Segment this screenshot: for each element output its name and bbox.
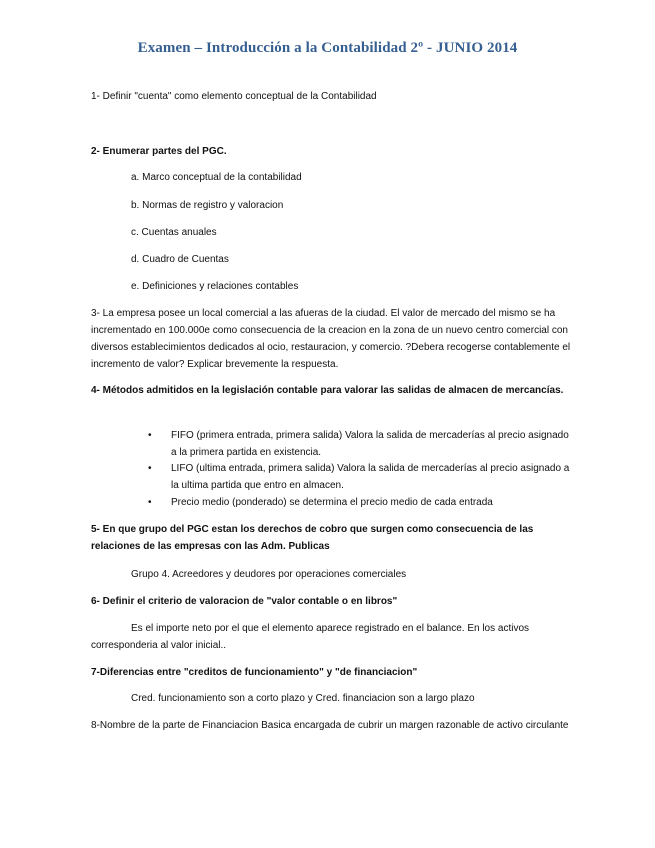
question-2-item: d. Cuadro de Cuentas — [131, 254, 229, 265]
question-4-bullet: Precio medio (ponderado) se determina el precio medio de cada entrada — [171, 497, 493, 508]
question-1: 1- Definir "cuenta" como elemento conceptual de la Contabilidad — [91, 91, 377, 102]
question-5-answer: Grupo 4. Acreedores y deudores por operaciones comerciales — [131, 569, 407, 580]
question-2-item: c. Cuentas anuales — [131, 227, 217, 238]
bullet-icon: • — [148, 497, 152, 508]
bullet-icon: • — [148, 430, 152, 441]
question-2-item: b. Normas de registro y valoracion — [131, 200, 284, 211]
question-4-title: 4- Métodos admitidos en la legislación contable para valorar las salidas de almacen de mercancías. — [91, 385, 564, 396]
question-3: 3- La empresa posee un local comercial a las afueras de la ciudad. El valor de mercado del mismo se ha incrementado en 100.000e como consecuencia de la creacion en la zona de un nuevo centro comercial con diversos establecimientos dedicados al ocio, restauracion, y comercio. ?Debera recogerse contablemente el incremento de valor? Explicar brevemente la respuesta. — [91, 308, 571, 370]
question-5-title: 5- En que grupo del PGC estan los derechos de cobro que surgen como consecuencia de las relaciones de las empresas con las Adm. Publicas — [91, 524, 534, 552]
question-2-item: a. Marco conceptual de la contabilidad — [131, 172, 302, 183]
question-4-bullet: FIFO (primera entrada, primera salida) Valora la salida de mercaderías al precio asignado a la primera partida en existencia. — [171, 430, 569, 458]
question-2-title: 2- Enumerar partes del PGC. — [91, 146, 227, 157]
question-6-answer: Es el importe neto por el que el elemento aparece registrado en el balance. En los activos corresponderia al valor inicial.. — [91, 623, 530, 651]
question-8: 8-Nombre de la parte de Financiacion Basica encargada de cubrir un margen razonable de activo circulante — [91, 720, 569, 731]
bullet-icon: • — [148, 463, 152, 474]
question-7-answer: Cred. funcionamiento son a corto plazo y Cred. financiacion son a largo plazo — [131, 693, 475, 704]
question-7-title: 7-Diferencias entre "creditos de funcionamiento" y "de financiacion" — [91, 667, 418, 678]
question-2-item: e. Definiciones y relaciones contables — [131, 281, 299, 292]
question-6-title: 6- Definir el criterio de valoracion de "valor contable o en libros" — [91, 596, 398, 607]
page-title: Examen – Introducción a la Contabilidad 2º - JUNIO 2014 — [137, 40, 518, 56]
question-4-bullet: LIFO (ultima entrada, primera salida) Valora la salida de mercaderías al precio asignado a la ultima partida que entro en almacen. — [171, 463, 570, 491]
